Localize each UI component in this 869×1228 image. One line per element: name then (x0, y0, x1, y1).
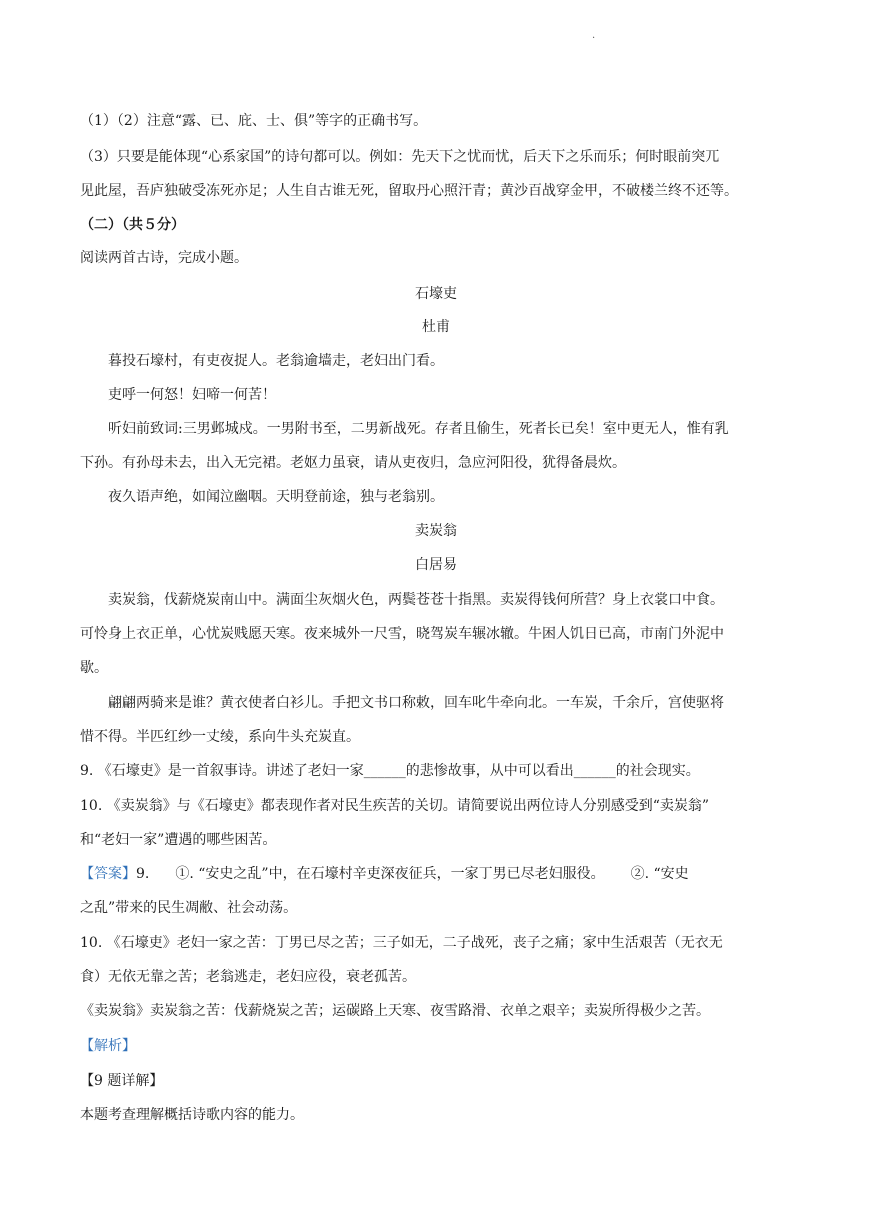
answer-10-line-1: 10. 《石壕吏》老妇一家之苦：丁男已尽之苦；三子如无，二子战死，丧子之痛；家中生活艰苦（无衣无 (80, 935, 723, 951)
poem1-stanza-3-line-2: 下孙。有孙母未去，出入无完裙。老妪力虽衰，请从吏夜归，急应河阳役，犹得备晨炊。 (80, 455, 626, 471)
header-dot: . (592, 30, 596, 41)
poem2-stanza-2-line-1: 翩翩两骑来是谁？黄衣使者白衫儿。手把文书口称敕，回车叱牛牵向北。一车炭，千余斤，宫使驱将 (108, 695, 724, 711)
answer-10-line-2: 食）无依无靠之苦；老翁逃走，老妇应役，衰老孤苦。 (80, 969, 416, 985)
poem1-stanza-1: 暮投石壕村，有吏夜捉人。老翁逾墙走，老妇出门看。 (108, 353, 444, 369)
section-instruction: 阅读两首古诗，完成小题。 (80, 250, 248, 266)
answer-9-part-1: ①. “安史之乱”中，在石壕村辛吏深夜征兵，一家丁男已尽老妇服役。 (175, 866, 605, 882)
poem1-stanza-2: 吏呼一何怒！妇啼一何苦！ (108, 387, 276, 403)
question-9: 9. 《石壕吏》是一首叙事诗。讲述了老妇一家______的悲惨故事，从中可以看出______的社会现实。 (80, 763, 700, 779)
analysis-label: 【解析】 (80, 1038, 136, 1054)
answer-9-line-2: 之乱”带来的民生凋敝、社会动荡。 (80, 900, 298, 916)
poem1-title: 石壕吏 (415, 286, 457, 302)
poem2-stanza-1-line-3: 歇。 (80, 660, 108, 676)
poem2-title: 卖炭翁 (415, 523, 457, 539)
answer-label: 【答案】 (80, 866, 136, 882)
analysis-q9-heading: 【9 题详解】 (80, 1073, 164, 1089)
answer-9-number: 9. (136, 866, 150, 882)
poem1-stanza-4: 夜久语声绝，如闻泣幽咽。天明登前途，独与老翁别。 (108, 489, 444, 505)
note-1-2: （1）（2）注意“露、已、庇、士、俱”等字的正确书写。 (80, 113, 428, 129)
answer-9-line-1 (80, 859, 792, 889)
poem2-stanza-2-line-2: 惜不得。半匹红纱一丈绫，系向牛头充炭直。 (80, 729, 360, 745)
poem1-stanza-3-line-1: 听妇前致词:三男邺城戍。一男附书至，二男新战死。存者且偷生，死者长已矣！室中更无人，惟有乳 (108, 421, 729, 437)
poem2-author: 白居易 (415, 557, 457, 573)
question-10-line-2: 和“老妇一家”遭遇的哪些困苦。 (80, 832, 277, 848)
note-3-line-2: 见此屋，吾庐独破受冻死亦足；人生自古谁无死，留取丹心照汗青；黄沙百战穿金甲，不破楼兰终不还等。 (80, 183, 738, 199)
answer-10-line-3: 《卖炭翁》卖炭翁之苦：伐薪烧炭之苦；运碳路上天寒、夜雪路滑、衣单之艰辛；卖炭所得极少之苦。 (80, 1003, 710, 1019)
analysis-q9-text: 本题考查理解概括诗歌内容的能力。 (80, 1107, 304, 1123)
poem1-author: 杜甫 (422, 319, 450, 335)
question-10-line-1: 10. 《卖炭翁》与《石壕吏》都表现作者对民生疾苦的关切。请简要说出两位诗人分别感受到“卖炭翁” (80, 798, 710, 814)
note-3-line-1: （3）只要是能体现“心系家国”的诗句都可以。例如：先天下之忧而忧，后天下之乐而乐；何时眼前突兀 (80, 149, 720, 165)
poem2-stanza-1-line-2: 可怜身上衣正单，心忧炭贱愿天寒。夜来城外一尺雪，晓驾炭车辗冰辙。牛困人饥日已高，市南门外泥中 (80, 626, 724, 642)
section-title: （二）（共５分） (80, 217, 185, 233)
poem2-stanza-1-line-1: 卖炭翁，伐薪烧炭南山中。满面尘灰烟火色，两鬓苍苍十指黑。卖炭得钱何所营？身上衣裳口中食。 (108, 592, 724, 608)
answer-9-part-2-start: ②. “安史 (630, 866, 689, 882)
